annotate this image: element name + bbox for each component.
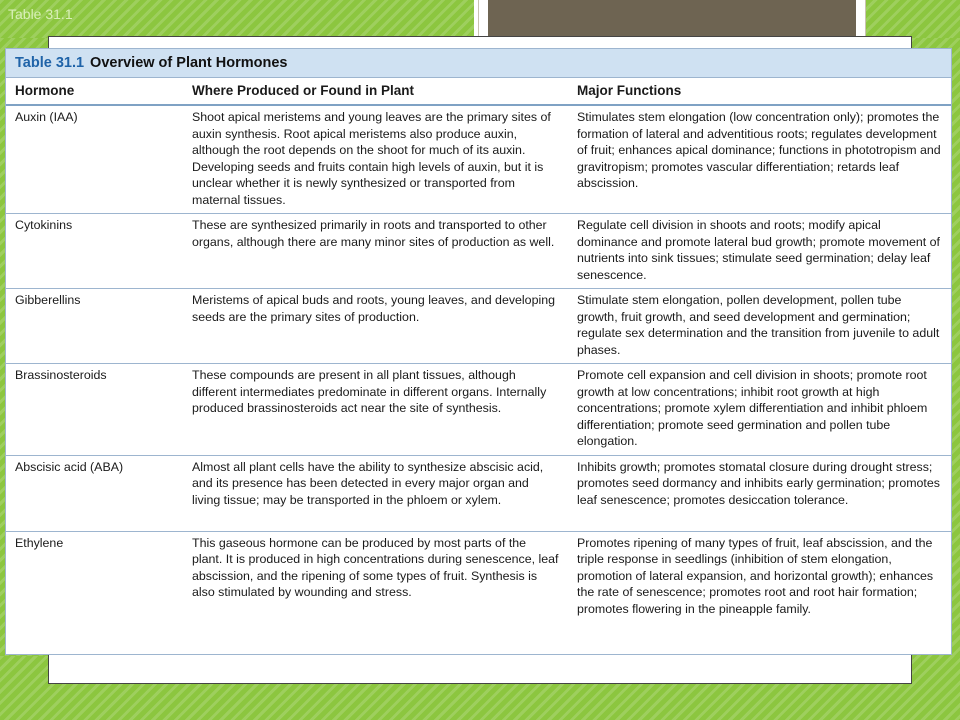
decorative-band-top-right xyxy=(862,0,960,38)
hormone-source: Shoot apical meristems and young leaves are the primary sites of auxin synthesis. Root apical meristems also produce auxin, although the root depends on the shoot for much of its auxin. Developing seeds and fruits contain high levels of auxin, but it is unclear whether it is newly synthesized or transported from maternal tissues. xyxy=(183,105,568,214)
table-row xyxy=(6,364,951,456)
decorative-band-top-left xyxy=(0,0,474,38)
hormone-name: Ethylene xyxy=(15,535,64,550)
hormone-source: Almost all plant cells have the ability to synthesize abscisic acid, and its presence has been detected in every major organ and living tissue; may be transported in the phloem or xylem. xyxy=(183,455,568,531)
table-row xyxy=(6,105,951,214)
hormone-name: Brassinosteroids xyxy=(6,364,183,456)
header-hormone: Hormone xyxy=(6,78,183,105)
hormone-source: Meristems of apical buds and roots, young leaves, and developing seeds are the primary sites of production. xyxy=(183,289,568,364)
hormone-functions: Promote cell expansion and cell division in shoots; promote root growth at low concentrations; inhibit root growth at high concentrations; promote xylem differentiation and inhibit phloem differentiation; promote seed germination and pollen tube elongation. xyxy=(568,364,951,456)
hormone-name: Cytokinins xyxy=(6,214,183,289)
header-major-functions: Major Functions xyxy=(568,78,951,105)
table-row xyxy=(6,214,951,289)
hormone-functions: Promotes ripening of many types of fruit, leaf abscission, and the triple response in seedlings (inhibition of stem elongation, promotion of lateral expansion, and horizontal growth); enhances the rate of senescence; promotes root and root hair formation; promotes flowering in the pineapple family. xyxy=(577,535,934,616)
hormone-functions: Inhibits growth; promotes stomatal closure during drought stress; promotes seed dormancy and inhibits early germination; promotes leaf senescence; promotes desiccation tolerance. xyxy=(568,455,951,531)
table-row xyxy=(6,531,951,637)
hormone-table-figure xyxy=(5,48,952,655)
hormone-source: These compounds are present in all plant tissues, although different intermediates predominate in different organs. Internally produced brassinosteroids act near the site of synthesis. xyxy=(183,364,568,456)
table-row xyxy=(6,455,951,531)
hormone-name: Gibberellins xyxy=(6,289,183,364)
table-caption xyxy=(6,49,951,78)
hormone-name: Auxin (IAA) xyxy=(6,105,183,214)
table-caption-title: Overview of Plant Hormones xyxy=(90,55,288,71)
table-row xyxy=(6,289,951,364)
slide-title: Table 31.1 xyxy=(8,6,73,22)
header-where-produced: Where Produced or Found in Plant xyxy=(183,78,568,105)
hormone-functions: Regulate cell division in shoots and roots; modify apical dominance and promote lateral bud growth; promote movement of nutrients into sink tissues; stimulate seed germination; delay leaf senescence. xyxy=(568,214,951,289)
hormone-source: This gaseous hormone can be produced by most parts of the plant. It is produced in high concentrations during senescence, leaf abscission, and the ripening of some types of fruit. Synthesis is also stimulated by wounding and stress. xyxy=(192,535,559,599)
hormone-source: These are synthesized primarily in roots and transported to other organs, although there are many minor sites of production as well. xyxy=(183,214,568,289)
table-caption-number: Table 31.1 xyxy=(15,55,85,71)
hormone-name: Abscisic acid (ABA) xyxy=(6,455,183,531)
hormone-functions: Stimulates stem elongation (low concentration only); promotes the formation of lateral and adventitious roots; regulates development of fruit; enhances apical dominance; functions in phototropism and gravitropism; promotes vascular differentiation; retards leaf abscission. xyxy=(568,105,951,214)
table-header-row xyxy=(6,78,951,105)
hormone-table xyxy=(6,78,951,637)
hormone-functions: Stimulate stem elongation, pollen development, pollen tube growth, fruit growth, and seed development and germination; regulate sex determination and the transition from juvenile to adult phases. xyxy=(568,289,951,364)
